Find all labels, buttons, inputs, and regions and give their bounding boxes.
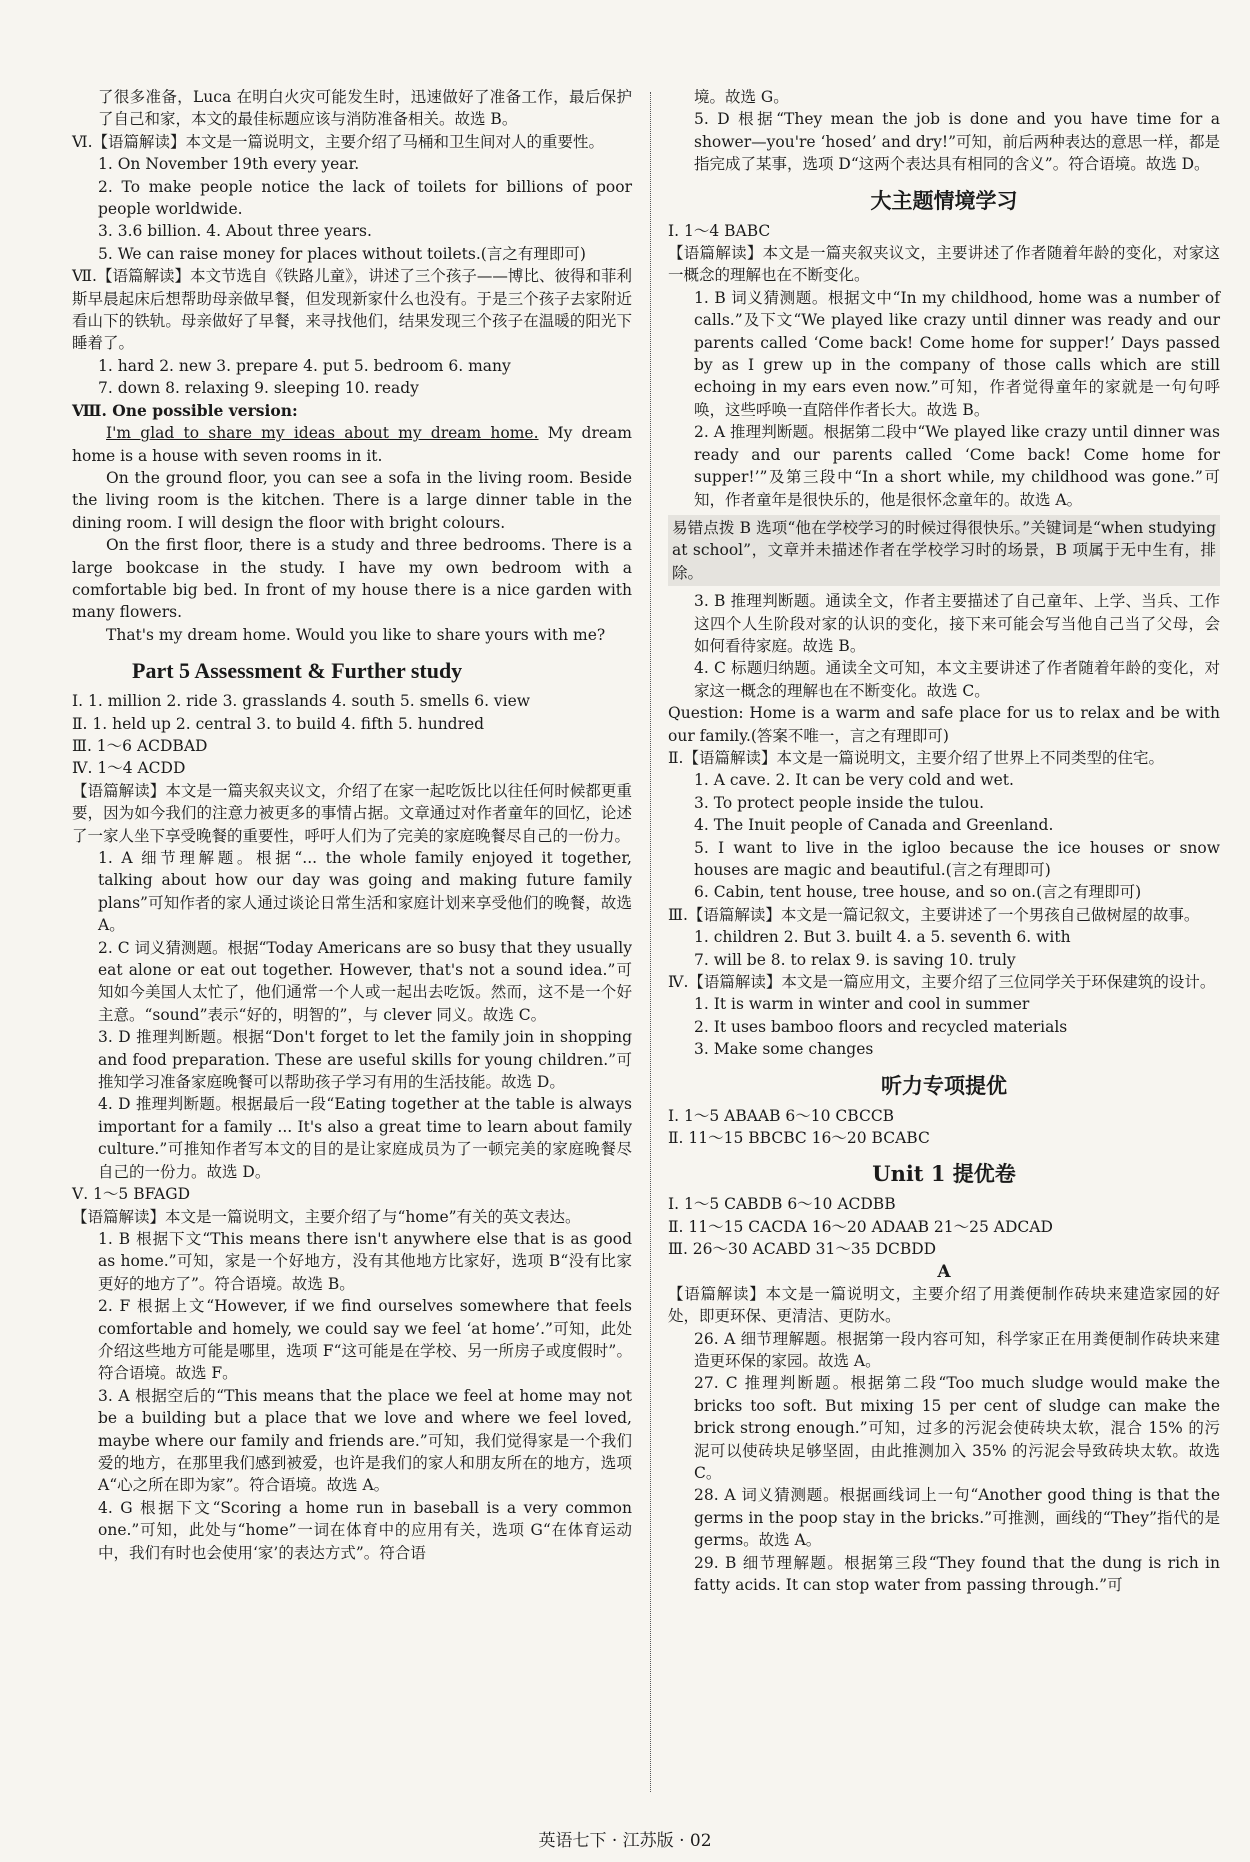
paragraph-text: Ⅵ.【语篇解读】本文是一篇说明文，主要介绍了马桶和卫生间对人的重要性。 bbox=[72, 132, 605, 151]
paragraph-text: 大主题情境学习 bbox=[870, 187, 1018, 213]
text-paragraph bbox=[668, 1193, 1220, 1215]
text-paragraph bbox=[72, 713, 632, 735]
paragraph-text: 5. D 根据“They mean the job is done and you have time for a shower—you're ‘hosed’ and dry!”可知，前后两种表达的意思一样，都是指完成了某事，选项 D“这两个表达具有相同的含义”。符合语境。故选 D。 bbox=[694, 110, 1220, 174]
paragraph-text: 28. A 词义猜测题。根据画线词上一句“Another good thing is that the germs in the poop stay in the bricks.”可推测，画线的“They”指代的是 germs。故选 A。 bbox=[694, 1486, 1220, 1550]
paragraph-text: 1. A 细节理解题。根据“... the whole family enjoyed it together, talking about how our day was going and making future family plans”可知作者的家人通过谈论日常生活和家庭计划来享受他们的晚餐，故选 A。 bbox=[98, 849, 632, 935]
paragraph-text: 3. Make some changes bbox=[694, 1040, 874, 1059]
page-footer: 英语七下 · 江苏版 · 02 bbox=[538, 1831, 712, 1851]
text-paragraph bbox=[668, 242, 1220, 287]
paragraph-text: Ⅳ. 1～4 ACDD bbox=[72, 759, 186, 778]
text-paragraph bbox=[72, 847, 632, 937]
text-paragraph bbox=[668, 904, 1220, 926]
paragraph-text: 4. G 根据下文“Scoring a home run in baseball is a very common one.”可知，此处与“home”一词在体育中的应用有关，选项 G“在体育运动中，我们有时也会使用‘家’的表达方式”。符合语 bbox=[98, 1498, 632, 1562]
paragraph-text: 【语篇解读】本文是一篇夹叙夹议文，主要讲述了作者随着年龄的变化，对家这一概念的理解也在不断变化。 bbox=[668, 244, 1220, 285]
paragraph-text: 【语篇解读】本文是一篇夹叙夹议文，介绍了在家一起吃饭比以往任何时候都更重要，因为如今我们的注意力被更多的事情占据。文章通过对作者童年的回忆，论述了一家人坐下享受晚餐的重要性，呼吁人们为了完美的家庭晚餐尽自己的一份力。 bbox=[72, 781, 632, 845]
paragraph-text: Ⅱ. 11～15 CACDA 16～20 ADAAB 21～25 ADCAD bbox=[668, 1217, 1053, 1236]
paragraph-text: Part 5 Assessment & Further study bbox=[132, 658, 463, 684]
paragraph-text: Ⅰ. 1. million 2. ride 3. grasslands 4. south 5. smells 6. view bbox=[72, 692, 531, 711]
paragraph-text: 1. B 词义猜测题。根据文中“In my childhood, home was a number of calls.”及下文“We played like crazy until dinner was ready and our parents called ‘Come back! Come home for supper!’ Days passed by as I grew up in the company of those calls which are still echoing in my ears even now.”可知，作者觉得童年的家就是一句句呼唤，这些呼唤一直陪伴作者长大。故选 B。 bbox=[694, 288, 1220, 419]
paragraph-text: Ⅶ.【语篇解读】本文节选自《铁路儿童》，讲述了三个孩子——博比、彼得和菲利斯早晨起床后想帮助母亲做早餐，但发现新家什么也没有。于是三个孩子去家附近看山下的铁轨。母亲做好了早餐，来寻找他们，结果发现三个孩子在温暖的阳光下睡着了。 bbox=[72, 267, 632, 353]
text-paragraph bbox=[72, 131, 632, 153]
paragraph-text: 3. A 根据空后的“This means that the place we feel at home may not be a building but a place that we love and where we feel loved, maybe where our family and friends are.”可知，我们觉得家是一个我们爱的地方，在那里我们感到被爱，也许是我们的家人和朋友所在的地方，选项 A“心之所在即为家”。符合语境。故选 A。 bbox=[98, 1386, 632, 1495]
text-paragraph bbox=[668, 837, 1220, 882]
text-paragraph bbox=[668, 1552, 1220, 1597]
paragraph-text: On the first floor, there is a study and three bedrooms. There is a large bookcase in the study. I have my own bedroom with a comfortable big bed. In front of my house there is a nice garden with many flowers. bbox=[72, 536, 632, 622]
paragraph-text: A bbox=[937, 1261, 951, 1282]
left-column bbox=[72, 86, 632, 1564]
text-paragraph bbox=[668, 287, 1220, 421]
paragraph-text: Ⅰ. 1～4 BABC bbox=[668, 221, 771, 240]
paragraph-text: Ⅰ. 1～5 ABAAB 6～10 CBCCB bbox=[668, 1106, 895, 1125]
section-heading bbox=[668, 186, 1220, 216]
text-paragraph bbox=[72, 937, 632, 1027]
text-paragraph bbox=[668, 220, 1220, 242]
paragraph-text: 4. The Inuit people of Canada and Greenland. bbox=[694, 816, 1054, 835]
paragraph-text: I'm glad to share my ideas about my dream home. bbox=[106, 424, 539, 443]
paragraph-text: 6. Cabin, tent house, tree house, and so on.(言之有理即可) bbox=[694, 883, 1142, 902]
paragraph-text: Ⅳ.【语篇解读】本文是一篇应用文，主要介绍了三位同学关于环保建筑的设计。 bbox=[668, 973, 1216, 992]
paragraph-text: 27. C 推理判断题。根据第二段“Too much sludge would make the bricks too soft. But mixing 15 per cent of sludge can make the brick strong enough.”可知，过多的污泥会使砖块太软，混合 15% 的污泥可以使砖块足够坚固，由此推测加入 35% 的污泥会导致砖块太软。故选 C。 bbox=[694, 1374, 1220, 1482]
text-paragraph bbox=[668, 971, 1220, 993]
paragraph-text: Ⅱ. 11～15 BBCBC 16～20 BCABC bbox=[668, 1129, 930, 1148]
paragraph-text: 1. It is warm in winter and cool in summer bbox=[694, 995, 1030, 1014]
text-paragraph bbox=[668, 792, 1220, 814]
text-paragraph bbox=[668, 747, 1220, 769]
paragraph-text: Ⅰ. 1～5 CABDB 6～10 ACDBB bbox=[668, 1195, 896, 1214]
paragraph-text: Ⅱ. 1. held up 2. central 3. to build 4. fifth 5. hundred bbox=[72, 714, 485, 733]
paragraph-text: 1. A cave. 2. It can be very cold and wet. bbox=[694, 771, 1014, 790]
text-paragraph bbox=[668, 1238, 1220, 1260]
paragraph-text: Ⅷ. One possible version: bbox=[72, 400, 298, 420]
paragraph-text: Ⅱ.【语篇解读】本文是一篇说明文，主要介绍了世界上不同类型的住宅。 bbox=[668, 748, 1164, 767]
text-paragraph bbox=[668, 590, 1220, 657]
paragraph-text: 2. C 词义猜测题。根据“Today Americans are so busy that they usually eat alone or eat out together. However, that's not a sound idea.”可知如今美国人太忙了，他们通常一个人或一起出去吃饭。然而，这不是一个好主意。“sound”表示“好的，明智的”，与 clever 同义。故选 C。 bbox=[98, 938, 632, 1024]
paragraph-text: 易错点拨 B 选项“他在学校学习的时候过得很快乐。”关键词是“when studying at school”，文章并未描述作者在学校学习时的场景，B 项属于无中生有，排除。 bbox=[672, 518, 1216, 582]
paragraph-text: On the ground floor, you can see a sofa in the living room. Beside the living room is the kitchen. There is a large dinner table in the dining room. I will design the floor with bright colours. bbox=[72, 468, 632, 532]
text-paragraph bbox=[72, 1183, 632, 1205]
text-paragraph bbox=[72, 265, 632, 355]
text-paragraph bbox=[72, 176, 632, 221]
paragraph-text: 3. 3.6 billion. 4. About three years. bbox=[98, 222, 372, 241]
text-paragraph bbox=[668, 1216, 1220, 1238]
paragraph-text: 境。故选 G。 bbox=[694, 88, 789, 106]
text-paragraph bbox=[72, 422, 632, 467]
text-paragraph bbox=[72, 1228, 632, 1295]
text-paragraph bbox=[72, 1093, 632, 1183]
paragraph-text: Ⅲ. 26～30 ACABD 31～35 DCBDD bbox=[668, 1240, 937, 1259]
paragraph-text: 3. B 推理判断题。通读全文，作者主要描述了自己童年、上学、当兵、工作这四个人生阶段对家的认识的变化，接下来可能会写当他自己当了父母，会如何看待家庭。故选 B。 bbox=[694, 592, 1220, 655]
paragraph-text: 26. A 细节理解题。根据第一段内容可知，科学家正在用粪便制作砖块来建造更环保的家园。故选 A。 bbox=[694, 1329, 1220, 1370]
section-heading bbox=[668, 1159, 1220, 1189]
text-paragraph bbox=[72, 1497, 632, 1564]
paragraph-text: 29. B 细节理解题。根据第三段“They found that the dung is rich in fatty acids. It can stop water from passing through.”可 bbox=[694, 1553, 1220, 1594]
text-paragraph bbox=[668, 1127, 1220, 1149]
text-paragraph bbox=[668, 108, 1220, 175]
text-paragraph bbox=[72, 780, 632, 847]
text-paragraph bbox=[668, 769, 1220, 791]
text-paragraph bbox=[72, 153, 632, 175]
text-paragraph bbox=[72, 220, 632, 242]
paragraph-text: 2. F 根据上文“However, if we find ourselves somewhere that feels comfortable and homely, we could say we feel ‘at home’.”可知，此处介绍这些地方可能是哪里，选项 F“这可能是在学校、另一所房子或度假时”。符合语境。故选 F。 bbox=[98, 1297, 632, 1383]
paragraph-text: 听力专项提优 bbox=[881, 1072, 1007, 1098]
text-paragraph bbox=[72, 377, 632, 399]
text-paragraph bbox=[668, 657, 1220, 702]
right-column bbox=[668, 86, 1220, 1596]
paragraph-text: 5. We can raise money for places without toilets.(言之有理即可) bbox=[98, 244, 586, 263]
text-paragraph bbox=[72, 1385, 632, 1497]
paragraph-text: Unit 1 提优卷 bbox=[872, 1161, 1016, 1187]
text-paragraph bbox=[668, 1261, 1220, 1283]
text-paragraph bbox=[72, 624, 632, 646]
paragraph-text: 1. children 2. But 3. built 4. a 5. seventh 6. with bbox=[694, 928, 1071, 947]
text-paragraph bbox=[668, 881, 1220, 903]
text-paragraph bbox=[668, 993, 1220, 1015]
text-paragraph bbox=[72, 243, 632, 265]
paragraph-text: 1. B 根据下文“This means there isn't anywhere else that is as good as home.”可知，家是一个好地方，没有其他地方比家好，选项 B“没有比家更好的地方了”。符合语境。故选 B。 bbox=[98, 1229, 632, 1293]
section-heading bbox=[72, 656, 632, 686]
paragraph-text: 7. down 8. relaxing 9. sleeping 10. ready bbox=[98, 379, 419, 398]
text-paragraph bbox=[668, 949, 1220, 971]
text-paragraph bbox=[668, 1372, 1220, 1484]
paragraph-text: 7. will be 8. to relax 9. is saving 10. truly bbox=[694, 950, 1016, 969]
text-paragraph bbox=[72, 467, 632, 534]
paragraph-text: 【语篇解读】本文是一篇说明文，主要介绍了与“home”有关的英文表达。 bbox=[72, 1207, 581, 1226]
text-paragraph bbox=[668, 1283, 1220, 1328]
paragraph-text: 4. D 推理判断题。根据最后一段“Eating together at the table is always important for a family ... It's also a great time to learn about family culture.”可推知作者写本文的目的是让家庭成员为了一顿完美的家庭晚餐尽自己的一份力。故选 D。 bbox=[98, 1095, 632, 1181]
text-paragraph bbox=[668, 86, 1220, 108]
text-paragraph bbox=[72, 735, 632, 757]
paragraph-text: 5. I want to live in the igloo because the ice houses or snow houses are magic and beautiful.(言之有理即可) bbox=[694, 838, 1220, 879]
paragraph-text: 【语篇解读】本文是一篇说明文，主要介绍了用粪便制作砖块来建造家园的好处，即更环保、更清洁、更防水。 bbox=[668, 1284, 1220, 1326]
text-paragraph bbox=[668, 702, 1220, 747]
text-paragraph bbox=[72, 86, 632, 131]
paragraph-text: Ⅲ. 1～6 ACDBAD bbox=[72, 736, 208, 755]
paragraph-text: 1. hard 2. new 3. prepare 4. put 5. bedroom 6. many bbox=[98, 356, 511, 375]
paragraph-text: 2. A 推理判断题。根据第二段中“We played like crazy until dinner was ready and our parents called ‘Come back! Come home for supper!’”及第三段中“In a short while, my childhood was gone.”可知，作者童年是很快乐的，他是很怀念童年的。故选 A。 bbox=[694, 423, 1220, 509]
text-paragraph bbox=[668, 1484, 1220, 1551]
text-paragraph bbox=[668, 1328, 1220, 1373]
section-heading bbox=[668, 1071, 1220, 1101]
text-paragraph bbox=[668, 814, 1220, 836]
paragraph-text: 2. To make people notice the lack of toilets for billions of poor people worldwide. bbox=[98, 177, 632, 219]
text-paragraph bbox=[668, 1038, 1220, 1060]
text-paragraph bbox=[72, 690, 632, 712]
text-paragraph bbox=[668, 1105, 1220, 1127]
paragraph-text: Question: Home is a warm and safe place for us to relax and be with our family.(答案不唯一，言之有理即可) bbox=[668, 704, 1220, 745]
paragraph-tail: My dream home is a house with seven rooms in it. bbox=[72, 424, 632, 465]
text-paragraph bbox=[72, 757, 632, 779]
text-paragraph bbox=[668, 1016, 1220, 1038]
text-paragraph bbox=[72, 1295, 632, 1385]
text-paragraph bbox=[72, 400, 632, 422]
text-paragraph bbox=[72, 1026, 632, 1093]
paragraph-text: 3. D 推理判断题。根据“Don't forget to let the family join in shopping and food preparation. These are useful skills for young children.”可推知学习准备家庭晚餐可以帮助孩子学习有用的生活技能。故选 D。 bbox=[98, 1028, 632, 1092]
text-paragraph bbox=[668, 421, 1220, 511]
text-paragraph bbox=[668, 515, 1220, 586]
paragraph-text: 3. To protect people inside the tulou. bbox=[694, 793, 985, 812]
text-paragraph bbox=[72, 534, 632, 624]
paragraph-text: That's my dream home. Would you like to share yours with me? bbox=[106, 625, 606, 644]
paragraph-text: Ⅲ.【语篇解读】本文是一篇记叙文，主要讲述了一个男孩自己做树屋的故事。 bbox=[668, 905, 1200, 924]
text-paragraph bbox=[72, 1206, 632, 1228]
text-paragraph bbox=[668, 926, 1220, 948]
paragraph-text: 2. It uses bamboo floors and recycled materials bbox=[694, 1017, 1068, 1036]
paragraph-text: 1. On November 19th every year. bbox=[98, 155, 360, 174]
column-divider bbox=[650, 92, 651, 1792]
paragraph-text: Ⅴ. 1～5 BFAGD bbox=[72, 1185, 190, 1204]
paragraph-text: 4. C 标题归纳题。通读全文可知，本文主要讲述了作者随着年龄的变化，对家这一概念的理解也在不断变化。故选 C。 bbox=[694, 659, 1220, 700]
paragraph-text: 了很多准备，Luca 在明白火灾可能发生时，迅速做好了准备工作，最后保护了自己和家，本文的最佳标题应该与消防准备相关。故选 B。 bbox=[98, 88, 632, 129]
text-paragraph bbox=[72, 355, 632, 377]
